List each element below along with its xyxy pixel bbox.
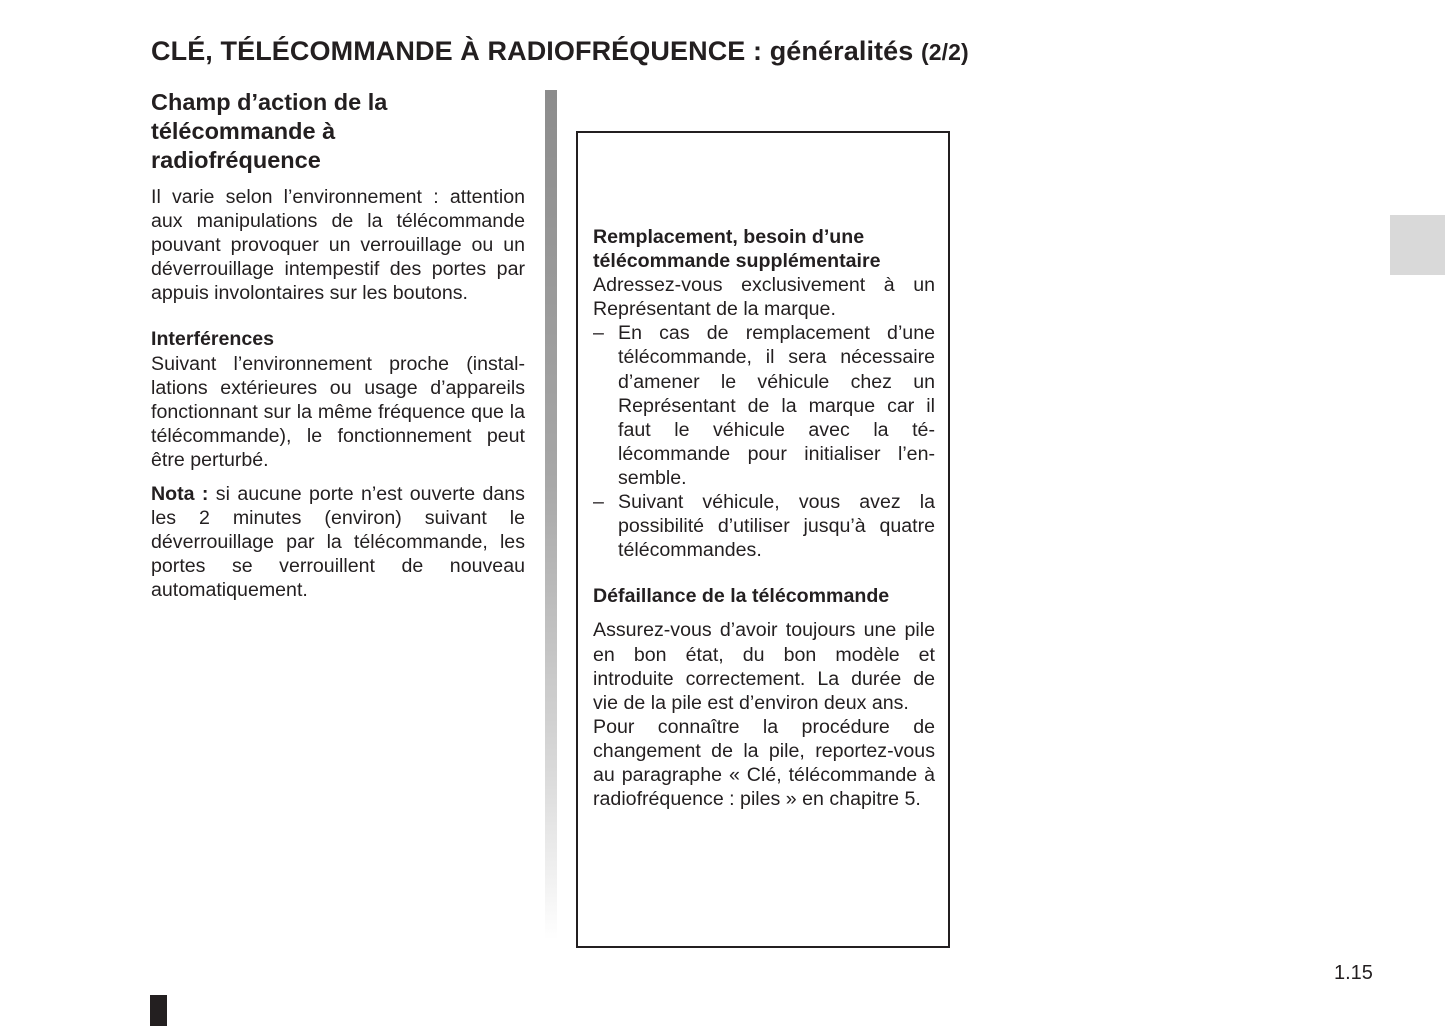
list-item xyxy=(593,321,935,490)
list-item-text: Suivant véhicule, vous avez la possibilité d’utiliser jusqu’à quatre télécommandes. xyxy=(618,491,935,562)
dash-bullet: – xyxy=(593,491,604,514)
interferences-paragraph: Suivant l’environnement proche (installations extérieures ou usage d’appareils fonctionnant sur la même fréquence que la télécommande), le fonctionnement peut être perturbé. xyxy=(151,352,525,471)
page-title-text: CLÉ, TÉLÉCOMMANDE À RADIOFRÉQUENCE : généralités xyxy=(151,36,914,66)
corner-marker xyxy=(150,995,167,1026)
list-item-text: En cas de remplacement d’une télécommande, il sera nécessaire d’amener le véhicule chez un Représentant de la marque car il faut le véhicule avec la télécommande pour initialiser l’ensemble. xyxy=(618,322,935,489)
column-divider-bar xyxy=(545,90,557,940)
interferences-heading: Interférences xyxy=(151,328,275,351)
failure-paragraph-2: Pour connaître la procédure de changement de la pile, reportez-vous au paragraphe « Clé, télécommande à radiofréquence : piles » en chapitre 5. xyxy=(593,715,935,811)
left-column xyxy=(151,88,525,603)
range-paragraph: Il varie selon l’environnement : attention aux manipulations de la télécommande pouvant provoquer un verrouillage ou un déverrouillage intempestif des portes par appuis involontaires sur les boutons. xyxy=(151,186,525,305)
info-box-content xyxy=(593,225,935,811)
replacement-list xyxy=(593,321,935,562)
chapter-tab xyxy=(1390,215,1445,275)
list-item xyxy=(593,490,935,562)
replacement-paragraph: Adressez-vous exclusivement à un Représentant de la marque. xyxy=(593,274,935,321)
page-title xyxy=(151,36,969,67)
failure-paragraph-1: Assurez-vous d’avoir toujours une pile en bon état, du bon modèle et introduite correctement. La durée de vie de la pile est d’environ deux ans. xyxy=(593,619,935,714)
section-heading-range: Champ d’action de la télécommande à radiofréquence xyxy=(151,89,388,173)
dash-bullet: – xyxy=(593,322,604,345)
nota-paragraph xyxy=(151,482,525,602)
nota-text: si aucune porte n’est ouverte dans les 2 minutes (environ) suivant le déverrouillage par la télécommande, les portes se verrouillent de nouveau automatiquement. xyxy=(151,483,525,602)
info-box xyxy=(576,131,950,948)
page-part-indicator: (2/2) xyxy=(920,39,969,65)
nota-label: Nota : xyxy=(151,483,209,506)
failure-heading: Défaillance de la télécommande xyxy=(593,585,890,608)
page-number: 1.15 xyxy=(1334,962,1373,984)
replacement-heading: Remplacement, besoin d’une télécommande supplémentaire xyxy=(593,226,881,273)
